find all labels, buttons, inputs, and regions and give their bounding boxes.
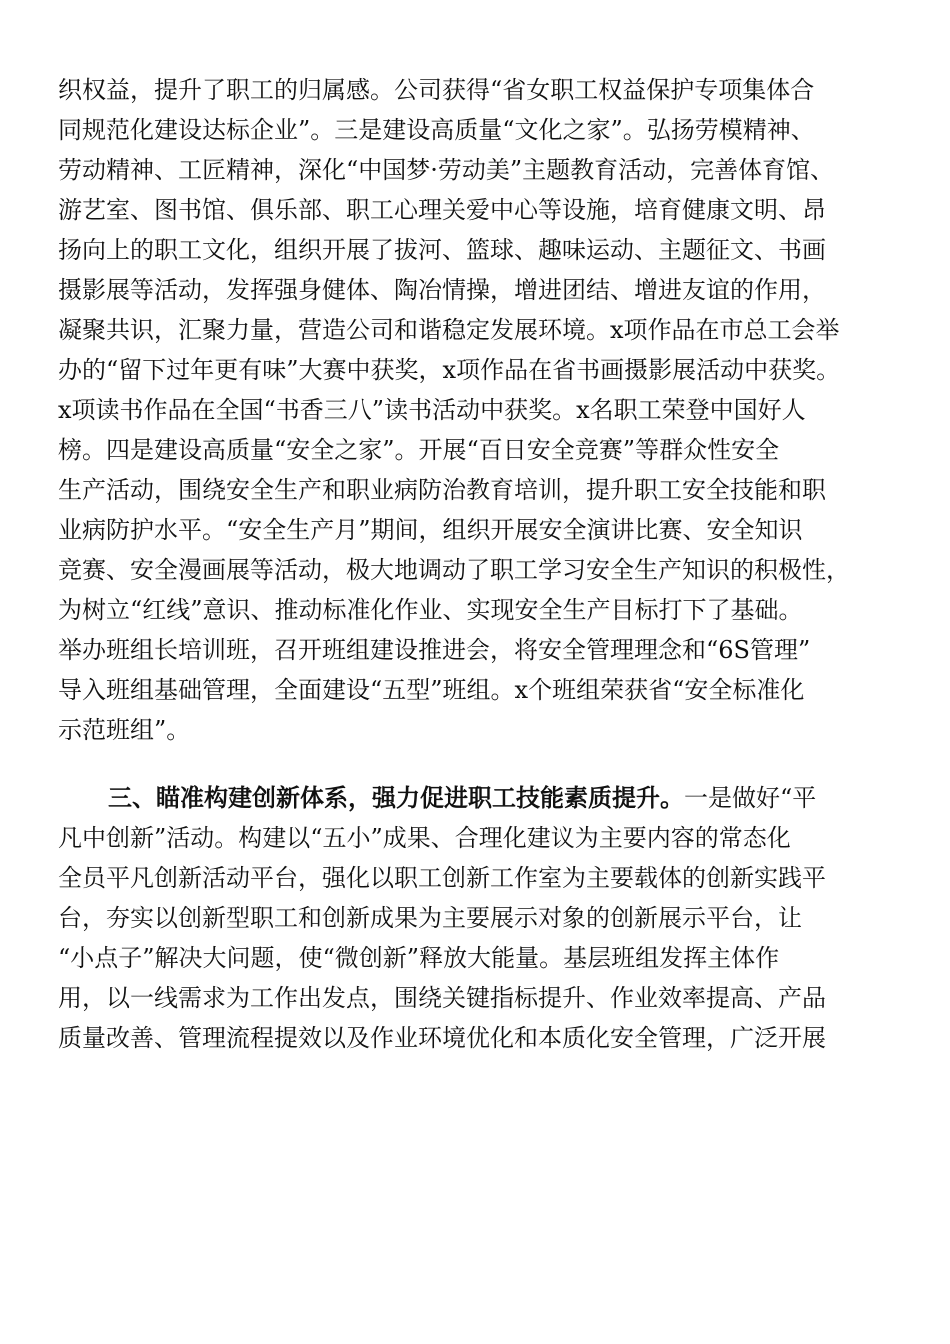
paragraph-line: “小点子”解决大问题，使“微创新”释放大能量。基层班组发挥主体作	[58, 944, 780, 972]
paragraph-line: 凝聚共识，汇聚力量，营造公司和谐稳定发展环境。x项作品在市总工会举	[58, 316, 840, 344]
paragraph-line: 扬向上的职工文化，组织开展了拔河、篮球、趣味运动、主题征文、书画	[58, 236, 826, 264]
section-3-first-line	[58, 778, 888, 818]
paragraph-line: x项读书作品在全国“书香三八”读书活动中获奖。x名职工荣登中国好人	[58, 396, 806, 424]
paragraph-line: 凡中创新”活动。构建以“五小”成果、合理化建议为主要内容的常态化	[58, 824, 791, 852]
paragraph-line: 榜。四是建设高质量“安全之家”。开展“百日安全竞赛”等群众性安全	[58, 436, 780, 464]
paragraph-line: 为树立“红线”意识、推动标准化作业、实现安全生产目标打下了基础。	[58, 596, 803, 624]
paragraph-line: 用，以一线需求为工作出发点，围绕关键指标提升、作业效率提高、产品	[58, 984, 826, 1012]
paragraph-line: 全员平凡创新活动平台，强化以职工创新工作室为主要载体的创新实践平	[58, 864, 826, 892]
section-3-heading: 三、瞄准构建创新体系，强力促进职工技能素质提升。	[108, 783, 684, 812]
section-3-first-line-text: 一是做好“平	[684, 784, 817, 812]
paragraph-line: 织权益，提升了职工的归属感。公司获得“省女职工权益保护专项集体合	[58, 76, 815, 104]
paragraph-line: 业病防护水平。“安全生产月”期间，组织开展安全演讲比赛、安全知识	[58, 516, 803, 544]
paragraph-line: 台，夯实以创新型职工和创新成果为主要展示对象的创新展示平台，让	[58, 904, 802, 932]
paragraph-line: 劳动精神、工匠精神，深化“中国梦·劳动美”主题教育活动，完善体育馆、	[58, 156, 835, 184]
paragraph-line: 同规范化建设达标企业”。三是建设高质量“文化之家”。弘扬劳模精神、	[58, 116, 815, 144]
paragraph-line: 举办班组长培训班，召开班组建设推进会，将安全管理理念和“6S管理”	[58, 636, 811, 664]
document-body	[58, 70, 888, 1058]
paragraph-line: 生产活动，围绕安全生产和职业病防治教育培训，提升职工安全技能和职	[58, 476, 826, 504]
paragraph-line: 示范班组”。	[58, 716, 191, 744]
paragraph-line: 办的“留下过年更有味”大赛中获奖，x项作品在省书画摄影展活动中获奖。	[58, 356, 841, 384]
paragraph-line: 导入班组基础管理，全面建设“五型”班组。x个班组荣获省“安全标准化	[58, 676, 805, 704]
paragraph-line: 质量改善、管理流程提效以及作业环境优化和本质化安全管理，广泛开展	[58, 1024, 826, 1052]
paragraph-line: 摄影展等活动，发挥强身健体、陶冶情操，增进团结、增进友谊的作用，	[58, 276, 826, 304]
paragraph-line: 游艺室、图书馆、俱乐部、职工心理关爱中心等设施，培育健康文明、昂	[58, 196, 826, 224]
paragraph-line: 竞赛、安全漫画展等活动，极大地调动了职工学习安全生产知识的积极性，	[58, 556, 850, 584]
